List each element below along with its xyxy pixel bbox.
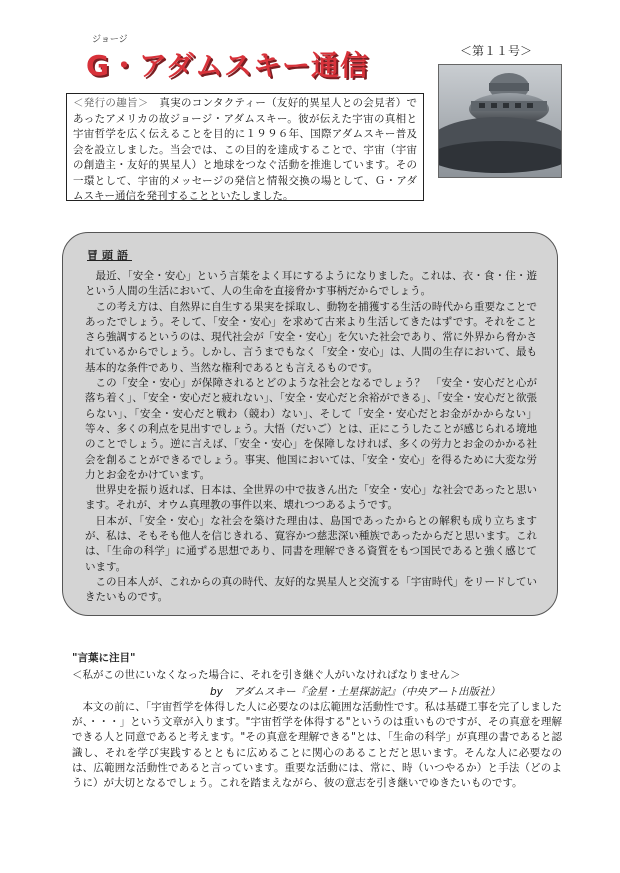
issue-number: ＜第１１号＞ xyxy=(460,44,533,58)
purpose-box xyxy=(66,93,424,201)
purpose-tag: ＜発行の趣旨＞ xyxy=(73,97,149,109)
attention-quote: ＜私がこの世にいなくなった場合に、それを引き継ぐ人がいなければなりません＞ xyxy=(72,669,461,681)
remarks-paragraph: 日本が、「安全・安心」な社会を築けた理由は、島国であったからとの解釈も成り立ちますが、私は、そもそも他人を信じきれる、寛容かつ慈悲深い種族であったからだと思います。これは、「生命の科学」に通ずる思想であり、同書を理解できる資質をもつ国民であると強く感じています。 xyxy=(85,514,537,573)
opening-remarks-heading: 冒頭語 xyxy=(87,249,132,262)
newsletter-title: G・アダムスキー通信 xyxy=(86,49,370,82)
attention-heading: "言葉に注目" xyxy=(72,652,136,664)
attention-body: 本文の前に、「宇宙哲学を体得した人に必要なのは広範囲な活動性です。私は基礎工事を完了しましたが、・・・」という文章が入ります。"宇宙哲学を体得する"というのは重いものですが、その真意を理解できる人と同意であると考えます。"その真意を理解できる"とは、「生命の科学」が真理の書であると認識し、それを学び実践するとともに広めることに関心のあることだと思います。そんな人に必要なのは、広範囲な活動性であると言っています。重要な活動には、常に、時（いつやるか）と手法（どのように）が大切となるでしょう。これを踏まえながら、彼の意志を引き継いでゆきたいものです。 xyxy=(72,701,562,790)
ufo-photo xyxy=(438,64,562,178)
remarks-paragraph: この「安全・安心」が保障されるとどのような社会となるでしょう？ 「安全・安心だと心が落ち着く」、「安全・安心だと疲れない」、「安全・安心だと余裕ができる」、「安全・安心だと欲張らない」、「安全・安心だと戦わ（競わ）ない」、そして「安全・安心だとお金がかからない」等々、多くの利点を見出すでしょう。大悟（だいご）とは、正にこうしたことが感じられる境地のことでしょう。逆に言えば、「安全・安心」を保障しなければ、多くの労力とお金のかかる社会を創ることができるでしょう。事実、他国においては、「安全・安心」を得るために大変な労力とお金をかけています。 xyxy=(85,377,537,481)
remarks-paragraph: この考え方は、自然界に自生する果実を採取し、動物を捕獲する生活の時代から重要なことであったでしょう。そして、「安全・安心」を求めて古来より生活してきたはずです。それをことさら強調するというのは、現代社会が「安全・安心」を欠いた社会であり、常に外界から脅かされているからでしょう。しかし、言うまでもなく「安全・安心」は、人間の生存において、最も基本的な条件であり、当然な権利であるとも言えるものです。 xyxy=(85,300,537,374)
remarks-paragraph: この日本人が、これからの真の時代、友好的な異星人と交流する「宇宙時代」をリードしていきたいものです。 xyxy=(85,575,537,604)
remarks-paragraph: 世界史を振り返れば、日本は、全世界の中で抜きん出た「安全・安心」な社会であったと思います。それが、オウム真理教の事件以来、壊れつつあるようです。 xyxy=(85,484,537,512)
ufo-icon xyxy=(439,65,561,177)
remarks-paragraph: 最近、「安全・安心」という言葉をよく耳にするようになりました。これは、衣・食・住・遊という人間の生活において、人の生命を直接脅かす事柄だからでしょう。 xyxy=(85,270,537,298)
opening-remarks-box xyxy=(62,232,558,616)
attention-byline: by アダムスキー『金星・土星探訪記』（中央アート出版社） xyxy=(210,686,501,698)
purpose-text: 真実のコンタクティー（友好的異星人との会見者）であったアメリカの故ジョージ・アダムスキー。彼が伝えた宇宙の真相と宇宙哲学を広く伝えることを目的に１９９６年、国際アダムスキー普及会を設立しました。当会では、この目的を達成することで、宇宙（宇宙の創造主・友好的異星人）と地球をつなぐ活動を推進しています。その一環として、宇宙的メッセージの発信と情報交換の場として、Ｇ・アダムスキー通信を発刊することといたしました。 xyxy=(73,97,417,202)
title-ruby: ジョージ xyxy=(92,35,128,45)
